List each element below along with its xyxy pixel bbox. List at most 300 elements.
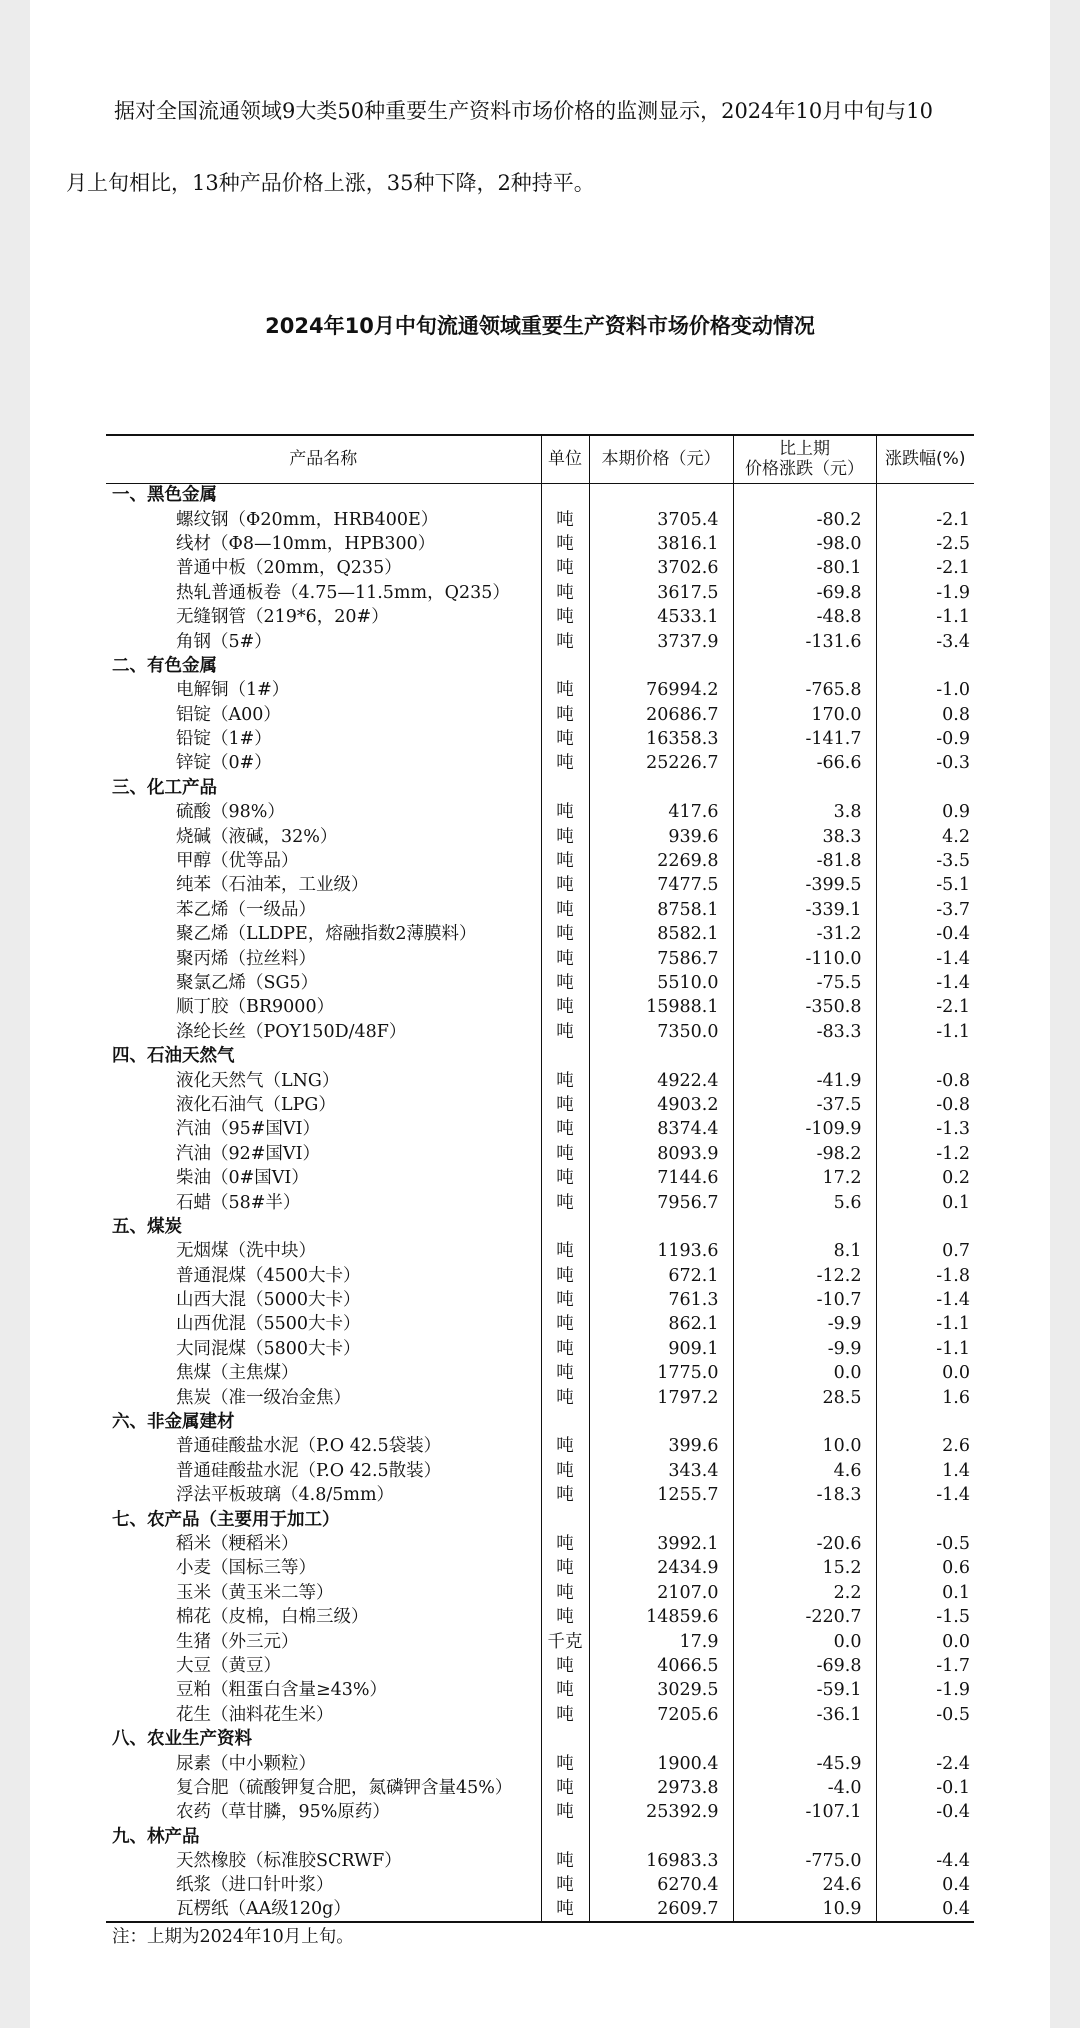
percent-cell: -2.1: [876, 995, 974, 1019]
product-name: 聚丙烯（拉丝料）: [176, 948, 316, 969]
unit-cell: 吨: [541, 1800, 589, 1824]
unit-cell: 吨: [541, 629, 589, 653]
table-row: [106, 1239, 974, 1263]
unit-cell: 吨: [541, 1703, 589, 1727]
unit-cell: 吨: [541, 727, 589, 751]
price-cell: 4922.4: [589, 1068, 733, 1092]
percent-cell: -0.5: [876, 1532, 974, 1556]
product-name: 纸浆（进口针叶浆）: [176, 1875, 334, 1896]
change-cell: -107.1: [733, 1800, 876, 1824]
price-cell: 76994.2: [589, 678, 733, 702]
change-cell: -110.0: [733, 946, 876, 970]
price-cell: 4903.2: [589, 1093, 733, 1117]
price-cell: 343.4: [589, 1459, 733, 1483]
percent-cell: -1.8: [876, 1264, 974, 1288]
product-name: 生猪（外三元）: [176, 1631, 299, 1652]
empty-cell: [733, 776, 876, 800]
product-name: 花生（油料花生米）: [176, 1704, 334, 1725]
change-cell: 3.8: [733, 800, 876, 824]
table-row: [106, 1385, 974, 1409]
category-row: [106, 1727, 974, 1751]
unit-cell: 吨: [541, 1849, 589, 1873]
table-row: [106, 605, 974, 629]
unit-cell: 吨: [541, 703, 589, 727]
price-cell: 8582.1: [589, 922, 733, 946]
empty-cell: [541, 1824, 589, 1848]
table-row: [106, 1556, 974, 1580]
table-row: [106, 995, 974, 1019]
price-cell: 8758.1: [589, 898, 733, 922]
unit-cell: 吨: [541, 1385, 589, 1409]
product-name: 纯苯（石油苯，工业级）: [176, 875, 369, 896]
table-row: [106, 703, 974, 727]
price-cell: 3705.4: [589, 507, 733, 531]
product-name: 稻米（粳稻米）: [176, 1533, 299, 1554]
unit-cell: 吨: [541, 1483, 589, 1507]
price-cell: 4066.5: [589, 1654, 733, 1678]
percent-cell: 2.6: [876, 1434, 974, 1458]
empty-cell: [733, 1507, 876, 1531]
empty-cell: [541, 1215, 589, 1239]
percent-cell: 0.2: [876, 1166, 974, 1190]
change-cell: -59.1: [733, 1678, 876, 1702]
unit-cell: 千克: [541, 1629, 589, 1653]
empty-cell: [733, 654, 876, 678]
price-cell: 1775.0: [589, 1361, 733, 1385]
empty-cell: [733, 483, 876, 507]
empty-cell: [541, 1727, 589, 1751]
category-row: [106, 776, 974, 800]
category-name: 五、煤炭: [112, 1216, 182, 1237]
unit-cell: 吨: [541, 751, 589, 775]
change-cell: -775.0: [733, 1849, 876, 1873]
price-cell: 7350.0: [589, 1020, 733, 1044]
empty-cell: [876, 1410, 974, 1434]
change-cell: -69.8: [733, 1654, 876, 1678]
table-row: [106, 581, 974, 605]
percent-cell: -1.1: [876, 1020, 974, 1044]
percent-cell: 0.1: [876, 1581, 974, 1605]
table-row: [106, 1873, 974, 1897]
percent-cell: -3.7: [876, 898, 974, 922]
price-cell: 1900.4: [589, 1751, 733, 1775]
price-cell: 7144.6: [589, 1166, 733, 1190]
table-body: [106, 483, 974, 1922]
price-cell: 20686.7: [589, 703, 733, 727]
header-unit: 单位: [541, 435, 589, 483]
empty-cell: [541, 1507, 589, 1531]
price-cell: 761.3: [589, 1288, 733, 1312]
product-name: 焦炭（准一级冶金焦）: [176, 1387, 351, 1408]
percent-cell: -0.5: [876, 1703, 974, 1727]
product-name: 涤纶长丝（POY150D/48F）: [176, 1021, 407, 1042]
table-row: [106, 532, 974, 556]
change-cell: -109.9: [733, 1117, 876, 1141]
table-row: [106, 1532, 974, 1556]
percent-cell: -1.4: [876, 1288, 974, 1312]
product-name: 铝锭（A00）: [176, 704, 281, 725]
change-cell: 4.6: [733, 1459, 876, 1483]
price-cell: 2609.7: [589, 1898, 733, 1922]
empty-cell: [876, 483, 974, 507]
change-cell: 170.0: [733, 703, 876, 727]
unit-cell: 吨: [541, 1654, 589, 1678]
unit-cell: 吨: [541, 1605, 589, 1629]
table-row: [106, 1434, 974, 1458]
product-name: 聚乙烯（LLDPE，熔融指数2薄膜料）: [176, 924, 477, 945]
price-cell: 4533.1: [589, 605, 733, 629]
product-name: 液化天然气（LNG）: [176, 1070, 340, 1091]
price-cell: 8374.4: [589, 1117, 733, 1141]
category-name: 二、有色金属: [112, 655, 217, 676]
product-name: 豆粕（粗蛋白含量≥43%）: [176, 1680, 388, 1701]
product-name: 山西大混（5000大卡）: [176, 1290, 361, 1311]
change-cell: -10.7: [733, 1288, 876, 1312]
header-percent: 涨跌幅(%): [876, 435, 974, 483]
percent-cell: 0.0: [876, 1629, 974, 1653]
unit-cell: 吨: [541, 1312, 589, 1336]
percent-cell: -2.1: [876, 507, 974, 531]
percent-cell: -1.1: [876, 605, 974, 629]
price-cell: 672.1: [589, 1264, 733, 1288]
change-cell: -81.8: [733, 849, 876, 873]
price-cell: 1797.2: [589, 1385, 733, 1409]
percent-cell: -3.4: [876, 629, 974, 653]
table-row: [106, 1849, 974, 1873]
change-cell: -48.8: [733, 605, 876, 629]
table-row: [106, 1483, 974, 1507]
percent-cell: -2.4: [876, 1751, 974, 1775]
change-cell: -98.2: [733, 1142, 876, 1166]
empty-cell: [541, 1410, 589, 1434]
price-cell: 7956.7: [589, 1190, 733, 1214]
empty-cell: [589, 654, 733, 678]
table-row: [106, 971, 974, 995]
price-cell: 2269.8: [589, 849, 733, 873]
unit-cell: 吨: [541, 898, 589, 922]
change-cell: 17.2: [733, 1166, 876, 1190]
table-row: [106, 800, 974, 824]
price-cell: 862.1: [589, 1312, 733, 1336]
category-row: [106, 1824, 974, 1848]
empty-cell: [541, 1044, 589, 1068]
unit-cell: 吨: [541, 1288, 589, 1312]
percent-cell: -4.4: [876, 1849, 974, 1873]
change-cell: -765.8: [733, 678, 876, 702]
table-row: [106, 1678, 974, 1702]
product-name: 焦煤（主焦煤）: [176, 1363, 299, 1384]
percent-cell: -1.4: [876, 946, 974, 970]
price-cell: 3992.1: [589, 1532, 733, 1556]
change-cell: -83.3: [733, 1020, 876, 1044]
empty-cell: [589, 1727, 733, 1751]
price-table: [106, 434, 974, 1923]
price-cell: 2107.0: [589, 1581, 733, 1605]
change-cell: -131.6: [733, 629, 876, 653]
header-change: [733, 435, 876, 483]
percent-cell: -1.9: [876, 1678, 974, 1702]
table-row: [106, 1142, 974, 1166]
product-name: 无缝钢管（219*6，20#）: [176, 607, 389, 628]
change-cell: -45.9: [733, 1751, 876, 1775]
unit-cell: 吨: [541, 1166, 589, 1190]
price-cell: 399.6: [589, 1434, 733, 1458]
header-product-name: 产品名称: [106, 435, 541, 483]
product-name: 角钢（5#）: [176, 631, 272, 652]
price-cell: 1193.6: [589, 1239, 733, 1263]
category-row: [106, 1410, 974, 1434]
category-row: [106, 654, 974, 678]
product-name: 汽油（92#国VI）: [176, 1143, 320, 1164]
table-row: [106, 1166, 974, 1190]
unit-cell: 吨: [541, 873, 589, 897]
product-name: 无烟煤（洗中块）: [176, 1241, 316, 1262]
percent-cell: -1.1: [876, 1337, 974, 1361]
change-cell: -98.0: [733, 532, 876, 556]
change-cell: 0.0: [733, 1629, 876, 1653]
unit-cell: 吨: [541, 922, 589, 946]
change-cell: -20.6: [733, 1532, 876, 1556]
category-name: 七、农产品（主要用于加工）: [112, 1509, 340, 1530]
percent-cell: -0.3: [876, 751, 974, 775]
table-row: [106, 1654, 974, 1678]
unit-cell: 吨: [541, 1117, 589, 1141]
header-change-line1: 比上期: [779, 439, 830, 460]
product-name: 石蜡（58#半）: [176, 1192, 301, 1213]
product-name: 天然橡胶（标准胶SCRWF）: [176, 1851, 402, 1872]
table-header-row: [106, 435, 974, 483]
unit-cell: 吨: [541, 605, 589, 629]
price-cell: 909.1: [589, 1337, 733, 1361]
table-row: [106, 1581, 974, 1605]
empty-cell: [876, 1215, 974, 1239]
unit-cell: 吨: [541, 1898, 589, 1922]
table-row: [106, 1117, 974, 1141]
percent-cell: -5.1: [876, 873, 974, 897]
product-name: 大豆（黄豆）: [176, 1655, 281, 1676]
change-cell: -220.7: [733, 1605, 876, 1629]
table-row: [106, 1190, 974, 1214]
product-name: 复合肥（硫酸钾复合肥，氮磷钾含量45%）: [176, 1777, 513, 1798]
percent-cell: -0.4: [876, 922, 974, 946]
product-name: 农药（草甘膦，95%原药）: [176, 1802, 390, 1823]
table-row: [106, 824, 974, 848]
table-row: [106, 556, 974, 580]
document-page: [30, 0, 1050, 2028]
table-title: 2024年10月中旬流通领域重要生产资料市场价格变动情况: [265, 314, 815, 338]
table-row: [106, 1068, 974, 1092]
percent-cell: 0.1: [876, 1190, 974, 1214]
table-row: [106, 1703, 974, 1727]
percent-cell: -1.4: [876, 1483, 974, 1507]
percent-cell: 4.2: [876, 824, 974, 848]
unit-cell: 吨: [541, 1776, 589, 1800]
unit-cell: 吨: [541, 1459, 589, 1483]
price-cell: 7586.7: [589, 946, 733, 970]
empty-cell: [589, 483, 733, 507]
product-name: 顺丁胶（BR9000）: [176, 997, 335, 1018]
table-row: [106, 898, 974, 922]
empty-cell: [589, 1410, 733, 1434]
change-cell: 10.0: [733, 1434, 876, 1458]
unit-cell: 吨: [541, 1239, 589, 1263]
unit-cell: 吨: [541, 1434, 589, 1458]
percent-cell: 0.0: [876, 1361, 974, 1385]
price-cell: 3816.1: [589, 532, 733, 556]
empty-cell: [589, 1044, 733, 1068]
price-cell: 16358.3: [589, 727, 733, 751]
percent-cell: -1.0: [876, 678, 974, 702]
change-cell: 28.5: [733, 1385, 876, 1409]
table-row: [106, 507, 974, 531]
unit-cell: 吨: [541, 1093, 589, 1117]
table-row: [106, 1020, 974, 1044]
unit-cell: 吨: [541, 678, 589, 702]
intro-paragraph-line1: 据对全国流通领域9大类50种重要生产资料市场价格的监测显示，2024年10月中旬与10: [114, 99, 933, 123]
change-cell: -37.5: [733, 1093, 876, 1117]
category-row: [106, 1507, 974, 1531]
table-row: [106, 1337, 974, 1361]
change-cell: 38.3: [733, 824, 876, 848]
product-name: 普通硅酸盐水泥（P.O 42.5袋装）: [176, 1436, 442, 1457]
table-row: [106, 1898, 974, 1922]
empty-cell: [589, 1824, 733, 1848]
percent-cell: 0.4: [876, 1898, 974, 1922]
change-cell: -80.1: [733, 556, 876, 580]
empty-cell: [541, 776, 589, 800]
empty-cell: [589, 1507, 733, 1531]
price-cell: 14859.6: [589, 1605, 733, 1629]
empty-cell: [876, 1824, 974, 1848]
unit-cell: 吨: [541, 800, 589, 824]
empty-cell: [733, 1044, 876, 1068]
unit-cell: 吨: [541, 946, 589, 970]
price-cell: 17.9: [589, 1629, 733, 1653]
price-cell: 2434.9: [589, 1556, 733, 1580]
change-cell: -4.0: [733, 1776, 876, 1800]
percent-cell: 1.4: [876, 1459, 974, 1483]
percent-cell: 0.6: [876, 1556, 974, 1580]
header-change-line2: 价格涨跌（元）: [745, 459, 864, 480]
price-cell: 3737.9: [589, 629, 733, 653]
empty-cell: [876, 654, 974, 678]
change-cell: -12.2: [733, 1264, 876, 1288]
product-name: 大同混煤（5800大卡）: [176, 1338, 361, 1359]
percent-cell: 0.7: [876, 1239, 974, 1263]
unit-cell: 吨: [541, 849, 589, 873]
unit-cell: 吨: [541, 507, 589, 531]
empty-cell: [733, 1727, 876, 1751]
product-name: 柴油（0#国VI）: [176, 1168, 309, 1189]
change-cell: -18.3: [733, 1483, 876, 1507]
price-cell: 6270.4: [589, 1873, 733, 1897]
product-name: 普通混煤（4500大卡）: [176, 1265, 361, 1286]
unit-cell: 吨: [541, 1190, 589, 1214]
header-price: 本期价格（元）: [589, 435, 733, 483]
price-cell: 25392.9: [589, 1800, 733, 1824]
category-row: [106, 1044, 974, 1068]
category-name: 一、黑色金属: [112, 485, 217, 506]
unit-cell: 吨: [541, 1337, 589, 1361]
product-name: 汽油（95#国VI）: [176, 1119, 320, 1140]
table-row: [106, 1312, 974, 1336]
table-row: [106, 849, 974, 873]
unit-cell: 吨: [541, 1873, 589, 1897]
category-row: [106, 1215, 974, 1239]
change-cell: -399.5: [733, 873, 876, 897]
change-cell: -80.2: [733, 507, 876, 531]
change-cell: 8.1: [733, 1239, 876, 1263]
empty-cell: [876, 1044, 974, 1068]
price-cell: 16983.3: [589, 1849, 733, 1873]
price-cell: 2973.8: [589, 1776, 733, 1800]
empty-cell: [733, 1410, 876, 1434]
table-row: [106, 1751, 974, 1775]
table-row: [106, 1800, 974, 1824]
empty-cell: [589, 1215, 733, 1239]
category-name: 八、农业生产资料: [112, 1729, 252, 1750]
price-cell: 417.6: [589, 800, 733, 824]
change-cell: -36.1: [733, 1703, 876, 1727]
percent-cell: -0.4: [876, 1800, 974, 1824]
percent-cell: -0.9: [876, 727, 974, 751]
percent-cell: -1.2: [876, 1142, 974, 1166]
product-name: 玉米（黄玉米二等）: [176, 1582, 334, 1603]
product-name: 浮法平板玻璃（4.8/5mm）: [176, 1485, 395, 1506]
change-cell: 15.2: [733, 1556, 876, 1580]
table-row: [106, 1264, 974, 1288]
percent-cell: -2.1: [876, 556, 974, 580]
price-cell: 25226.7: [589, 751, 733, 775]
product-name: 山西优混（5500大卡）: [176, 1314, 361, 1335]
table-row: [106, 873, 974, 897]
product-name: 烧碱（液碱，32%）: [176, 826, 338, 847]
change-cell: -31.2: [733, 922, 876, 946]
table-row: [106, 922, 974, 946]
product-name: 小麦（国标三等）: [176, 1558, 316, 1579]
change-cell: -339.1: [733, 898, 876, 922]
change-cell: -75.5: [733, 971, 876, 995]
unit-cell: 吨: [541, 1361, 589, 1385]
product-name: 液化石油气（LPG）: [176, 1094, 336, 1115]
footnote: 注：上期为2024年10月上旬。: [112, 1927, 354, 1947]
change-cell: -69.8: [733, 581, 876, 605]
percent-cell: 0.4: [876, 1873, 974, 1897]
category-name: 九、林产品: [112, 1826, 200, 1847]
product-name: 普通中板（20mm，Q235）: [176, 558, 402, 579]
table-row: [106, 678, 974, 702]
price-cell: 3617.5: [589, 581, 733, 605]
change-cell: 0.0: [733, 1361, 876, 1385]
category-name: 四、石油天然气: [112, 1046, 235, 1067]
unit-cell: 吨: [541, 1264, 589, 1288]
unit-cell: 吨: [541, 971, 589, 995]
price-cell: 5510.0: [589, 971, 733, 995]
empty-cell: [541, 654, 589, 678]
percent-cell: -1.1: [876, 1312, 974, 1336]
price-cell: 3029.5: [589, 1678, 733, 1702]
product-name: 线材（Φ8—10mm，HPB300）: [176, 533, 436, 554]
category-name: 三、化工产品: [112, 777, 217, 798]
percent-cell: -1.7: [876, 1654, 974, 1678]
product-name: 硫酸（98%）: [176, 802, 285, 823]
percent-cell: -1.3: [876, 1117, 974, 1141]
product-name: 聚氯乙烯（SG5）: [176, 973, 319, 993]
change-cell: -9.9: [733, 1337, 876, 1361]
table-row: [106, 629, 974, 653]
empty-cell: [876, 1727, 974, 1751]
empty-cell: [733, 1824, 876, 1848]
